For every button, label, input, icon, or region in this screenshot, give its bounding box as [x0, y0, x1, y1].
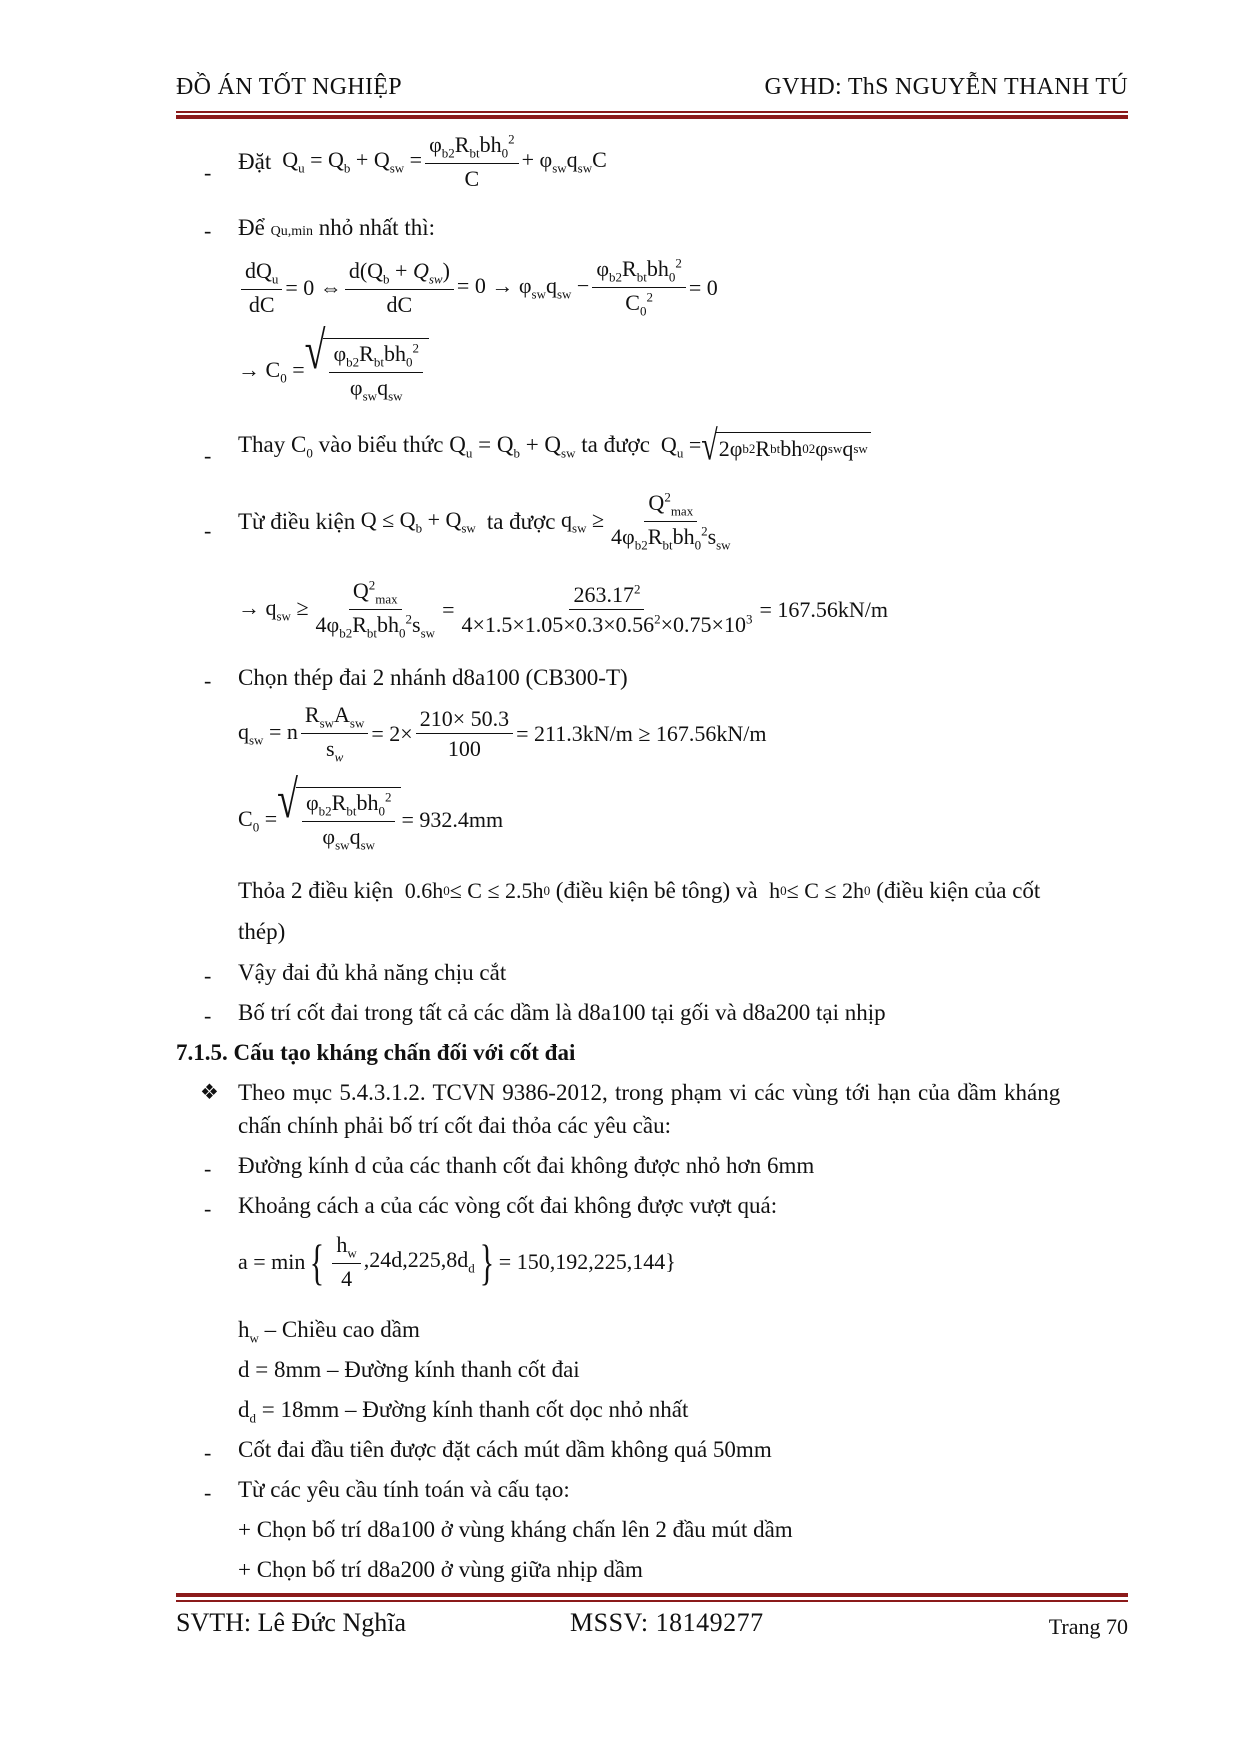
text-chon-d8a100: + Chọn bố trí d8a100 ở vùng kháng chấn lên 2 đầu mút dầm — [238, 1517, 793, 1542]
bullet-dash: - — [204, 668, 212, 693]
header-rule-thick — [176, 115, 1128, 119]
text-cot-dai-dau-tien: Cốt đai đầu tiên được đặt cách mút dầm không quá 50mm — [238, 1437, 772, 1462]
calc-result: = 167.56kN/m — [759, 596, 888, 622]
text-vay-dai: Vậy đai đủ khả năng chịu cắt — [238, 960, 507, 985]
text-tu-cac-yeu-cau: Từ các yêu cầu tính toán và cấu tạo: — [238, 1477, 570, 1502]
text-thay-c0: Thay $C_0$ vào biểu thức $Q_u = Q_b + Q_{sw}$ ta được — [238, 432, 650, 461]
bullet-dash: - — [204, 218, 212, 243]
footer-page-number: Trang 70 — [1048, 1614, 1128, 1639]
text-theo-muc: Theo mục 5.4.3.1.2. TCVN 9386-2012, trong phạm vi các vùng tới hạn của dầm kháng — [238, 1080, 1061, 1105]
equation-derivative: $\frac{dQ_u}{dC}$ = 0 ⇔ $\frac{d(Q_b + Q_{sw})}{dC}$ = $0 \to \varphi_{sw}q_{sw}$ − $\frac{\varphi_{b2}R_{bt}bh_0^2}{C_0^2}$ = 0 — [238, 256, 718, 320]
bullet-dash: - — [204, 1196, 212, 1221]
header-advisor: GVHD: ThS NGUYỄN THANH TÚ — [764, 74, 1128, 100]
footer-student: SVTH: Lê Đức Nghĩa — [176, 1608, 406, 1637]
text-chon-thep: Chọn thép đai 2 nhánh d8a100 (CB300-T) — [238, 665, 628, 690]
equation-c0-value: $C_0$ = √ $\frac{\varphi_{b2}R_{bt}bh_0^2}{\varphi_{sw}q_{sw}}$ = 932.4mm — [238, 770, 504, 853]
text-min-condition — [238, 215, 435, 241]
bullet-dash: - — [204, 1480, 212, 1505]
calc-numerator: 263.17 — [573, 582, 634, 608]
bullet-dash: - — [204, 963, 212, 988]
text-chon-d8a200: + Chọn bố trí d8a200 ở vùng giữa nhịp dầm — [238, 1557, 643, 1582]
qsw-denominator: 100 — [447, 736, 481, 762]
equation-c0: → $C_0$ = √ $\frac{\varphi_{b2}R_{bt}bh_0^2}{\varphi_{sw}q_{sw}}$ — [238, 338, 429, 405]
bullet-dash: - — [204, 1003, 212, 1028]
footer-rule-thick — [176, 1593, 1128, 1597]
diamond-bullet: ❖ — [200, 1080, 219, 1104]
equation-thay-c0: Thay $C_0$ vào biểu thức $Q_u = Q_b + Q_{sw}$ ta được $Q_u$ = √ 2φ b2 R bt bh 0 2 φ sw q sw — [238, 432, 871, 462]
amin-result: = 150,192,225,144} — [498, 1248, 676, 1274]
equation-qsw-calc: → $q_{sw}$ ≥ $\frac{Q^2_{max}}{4\varphi_{b2}R_{bt}bh_0^2s_{sw}}$ = $\frac{263.17^2}{4\times 1.5\times 1.05\times 0.3\times 0.56^2\times 0.75\times 10^3}$ = 167.56kN/m — [238, 577, 888, 641]
text-qumin: Qu,min — [270, 224, 313, 239]
equation-qsw-chosen: $q_{sw} = n$ $\frac{R_{sw}A_{sw}}{s_w}$ = 2× $\frac{210\times 50.3}{100}$ = 211.3kN/m ≥ 167.56kN/m — [238, 702, 767, 765]
bullet-dash: - — [204, 1440, 212, 1465]
bullet-dash: - — [204, 160, 212, 185]
bullet-dash: - — [204, 443, 212, 468]
text-bo-tri: Bố trí cốt đai trong tất cả các dầm là d8a100 tại gối và d8a200 tại nhịp — [238, 1000, 886, 1025]
calc-denominator: 4×1.5×1.05×0.3×0.56 — [461, 612, 655, 638]
text-nho-nhat: nhỏ nhất thì: — [318, 215, 435, 240]
text-de: Để — [238, 215, 265, 240]
text-dd: $d_d = 18mm$ – Đường kính thanh cốt dọc nhỏ nhất — [238, 1397, 689, 1426]
equation-amin: a = min { $\frac{h_w}{4}$ $,24d,225,8d_d$ } = 150,192,225,144} — [238, 1232, 676, 1292]
text-duong-kinh: Đường kính d của các thanh cốt đai không được nhỏ hơn 6mm — [238, 1153, 815, 1178]
text-hw: $h_w$ – Chiều cao dầm — [238, 1317, 420, 1346]
qsw-numerator: 210× 50.3 — [416, 706, 513, 734]
text-thep: thép) — [238, 919, 286, 944]
header-rule-thin — [176, 111, 1128, 113]
text-chan-chinh: chấn chính phải bố trí cốt đai thỏa các yêu cầu: — [238, 1113, 671, 1138]
qsw-result: = 211.3kN/m ≥ 167.56kN/m — [516, 720, 767, 746]
text-tu-dieu-kien: Từ điều kiện — [238, 508, 356, 534]
text-dat: Đặt — [238, 148, 272, 174]
bullet-dash: - — [204, 518, 212, 543]
header-title: ĐỒ ÁN TỐT NGHIỆP — [176, 74, 402, 100]
section-heading: 7.1.5. Cấu tạo kháng chấn đối với cốt đai — [176, 1040, 576, 1065]
footer-student-id: MSSV: 18149277 — [570, 1608, 764, 1637]
text-ta-duoc: ta được — [486, 508, 556, 534]
bullet-dash: - — [204, 1156, 212, 1181]
c0-result: = 932.4mm — [401, 807, 504, 833]
text-thoa-dieu-kien: Thỏa 2 điều kiện 0.6h 0 ≤ C ≤ 2.5h 0 (điều kiện bê tông) và h 0 ≤ C ≤ 2h 0 (điều kiện của cốt — [238, 878, 1041, 903]
equation-condition: Từ điều kiện $Q \le Q_b + Q_{sw}$ ta được $q_{sw}$ ≥ $\frac{Q^2_{max}}{4\varphi_{b2}R_{bt}bh_0^2s_{sw}}$ — [238, 489, 731, 553]
text-d: d = 8mm – Đường kính thanh cốt đai — [238, 1357, 580, 1382]
footer-rule-thin — [176, 1600, 1128, 1602]
text-khoang-cach: Khoảng cách a của các vòng cốt đai không được vượt quá: — [238, 1193, 778, 1218]
equation-qu: Đặt $Q_u = Q_b + Q_{sw}$ = $\frac{\varphi_{b2}R_{bt}bh_0^2}{C}$ + $\varphi_{sw}q_{sw}C$ — [238, 131, 607, 192]
